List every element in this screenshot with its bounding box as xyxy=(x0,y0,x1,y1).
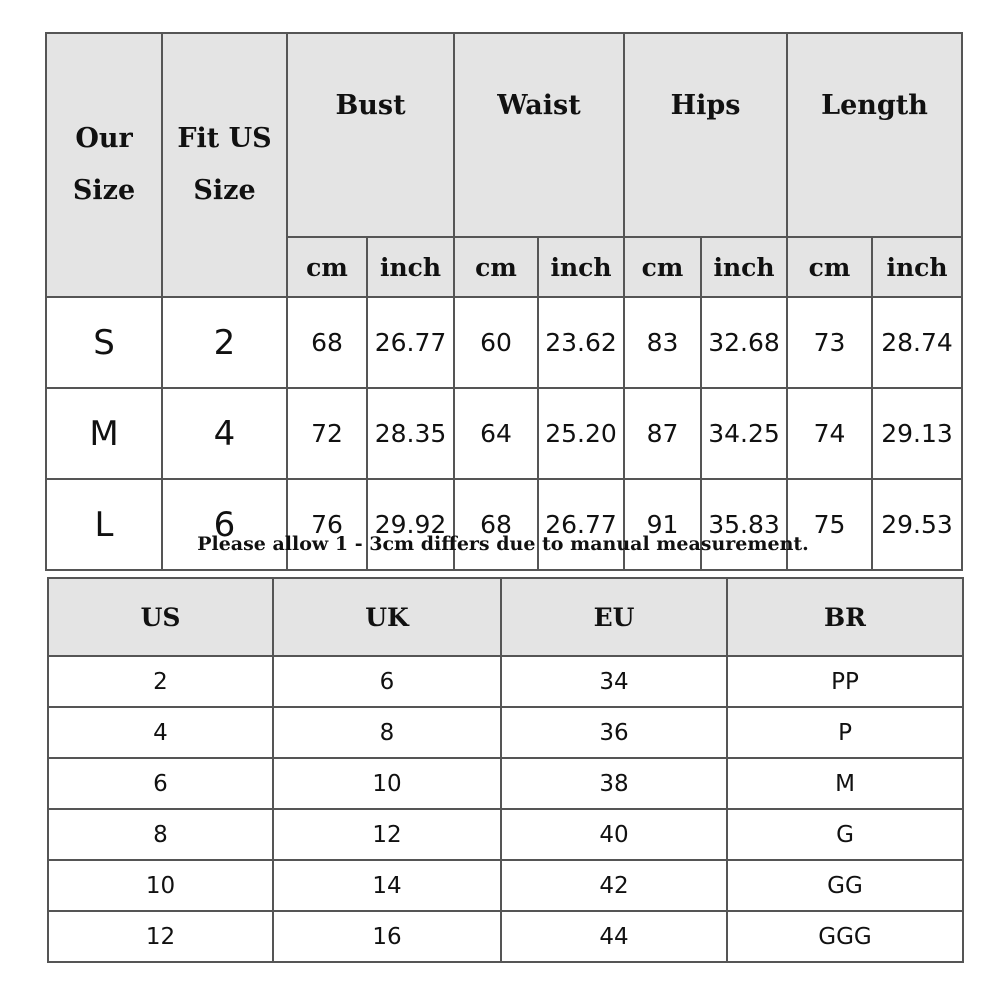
br-cell: GGG xyxy=(727,911,963,962)
unit-header: cm xyxy=(787,237,872,297)
eu-cell: 44 xyxy=(501,911,727,962)
table-row xyxy=(46,297,962,388)
table-row xyxy=(48,911,963,962)
waist-inch-cell: 25.20 xyxy=(538,388,624,479)
table-row xyxy=(48,860,963,911)
us-cell: 8 xyxy=(48,809,273,860)
table-row xyxy=(48,707,963,758)
our-size-cell: L xyxy=(46,479,162,570)
table-row xyxy=(48,758,963,809)
header-uk: UK xyxy=(273,578,501,656)
eu-cell: 36 xyxy=(501,707,727,758)
header-us: US xyxy=(48,578,273,656)
bust-cm-cell: 68 xyxy=(287,297,367,388)
unit-header: inch xyxy=(872,237,962,297)
br-cell: M xyxy=(727,758,963,809)
header-eu: EU xyxy=(501,578,727,656)
waist-cm-cell: 60 xyxy=(454,297,538,388)
us-cell: 4 xyxy=(48,707,273,758)
length-cm-cell: 73 xyxy=(787,297,872,388)
length-inch-cell: 28.74 xyxy=(872,297,962,388)
us-size-cell: 2 xyxy=(162,297,287,388)
bust-cm-cell: 76 xyxy=(287,479,367,570)
header-br: BR xyxy=(727,578,963,656)
table-row xyxy=(48,809,963,860)
uk-cell: 8 xyxy=(273,707,501,758)
uk-cell: 10 xyxy=(273,758,501,809)
waist-cm-cell: 68 xyxy=(454,479,538,570)
bust-inch-cell: 26.77 xyxy=(367,297,454,388)
header-our-size: Our Size xyxy=(46,33,162,297)
header-bust: Bust xyxy=(287,33,454,237)
header-length: Length xyxy=(787,33,962,237)
br-cell: PP xyxy=(727,656,963,707)
br-cell: G xyxy=(727,809,963,860)
unit-header: inch xyxy=(701,237,787,297)
table-row xyxy=(48,656,963,707)
hips-cm-cell: 91 xyxy=(624,479,701,570)
hips-inch-cell: 34.25 xyxy=(701,388,787,479)
us-cell: 10 xyxy=(48,860,273,911)
eu-cell: 40 xyxy=(501,809,727,860)
unit-header: cm xyxy=(624,237,701,297)
bust-cm-cell: 72 xyxy=(287,388,367,479)
waist-inch-cell: 23.62 xyxy=(538,297,624,388)
unit-header: inch xyxy=(538,237,624,297)
eu-cell: 34 xyxy=(501,656,727,707)
br-cell: GG xyxy=(727,860,963,911)
length-cm-cell: 74 xyxy=(787,388,872,479)
hips-cm-cell: 87 xyxy=(624,388,701,479)
waist-inch-cell: 26.77 xyxy=(538,479,624,570)
table-row xyxy=(46,388,962,479)
length-inch-cell: 29.13 xyxy=(872,388,962,479)
us-cell: 2 xyxy=(48,656,273,707)
hips-cm-cell: 83 xyxy=(624,297,701,388)
size-chart-table xyxy=(45,32,963,571)
us-cell: 6 xyxy=(48,758,273,809)
uk-cell: 6 xyxy=(273,656,501,707)
unit-header: cm xyxy=(454,237,538,297)
measurement-note: Please allow 1 - 3cm differs due to manual measurement. xyxy=(197,533,809,555)
uk-cell: 14 xyxy=(273,860,501,911)
bust-inch-cell: 28.35 xyxy=(367,388,454,479)
our-size-cell: M xyxy=(46,388,162,479)
header-fit-us-size: Fit US Size xyxy=(162,33,287,297)
waist-cm-cell: 64 xyxy=(454,388,538,479)
br-cell: P xyxy=(727,707,963,758)
length-inch-cell: 29.53 xyxy=(872,479,962,570)
header-hips: Hips xyxy=(624,33,787,237)
eu-cell: 42 xyxy=(501,860,727,911)
our-size-cell: S xyxy=(46,297,162,388)
size-conversion-table xyxy=(47,577,964,963)
unit-header: inch xyxy=(367,237,454,297)
table-row xyxy=(46,479,962,570)
uk-cell: 12 xyxy=(273,809,501,860)
us-cell: 12 xyxy=(48,911,273,962)
us-size-cell: 6 xyxy=(162,479,287,570)
hips-inch-cell: 35.83 xyxy=(701,479,787,570)
length-cm-cell: 75 xyxy=(787,479,872,570)
hips-inch-cell: 32.68 xyxy=(701,297,787,388)
us-size-cell: 4 xyxy=(162,388,287,479)
bust-inch-cell: 29.92 xyxy=(367,479,454,570)
header-waist: Waist xyxy=(454,33,624,237)
eu-cell: 38 xyxy=(501,758,727,809)
unit-header: cm xyxy=(287,237,367,297)
uk-cell: 16 xyxy=(273,911,501,962)
